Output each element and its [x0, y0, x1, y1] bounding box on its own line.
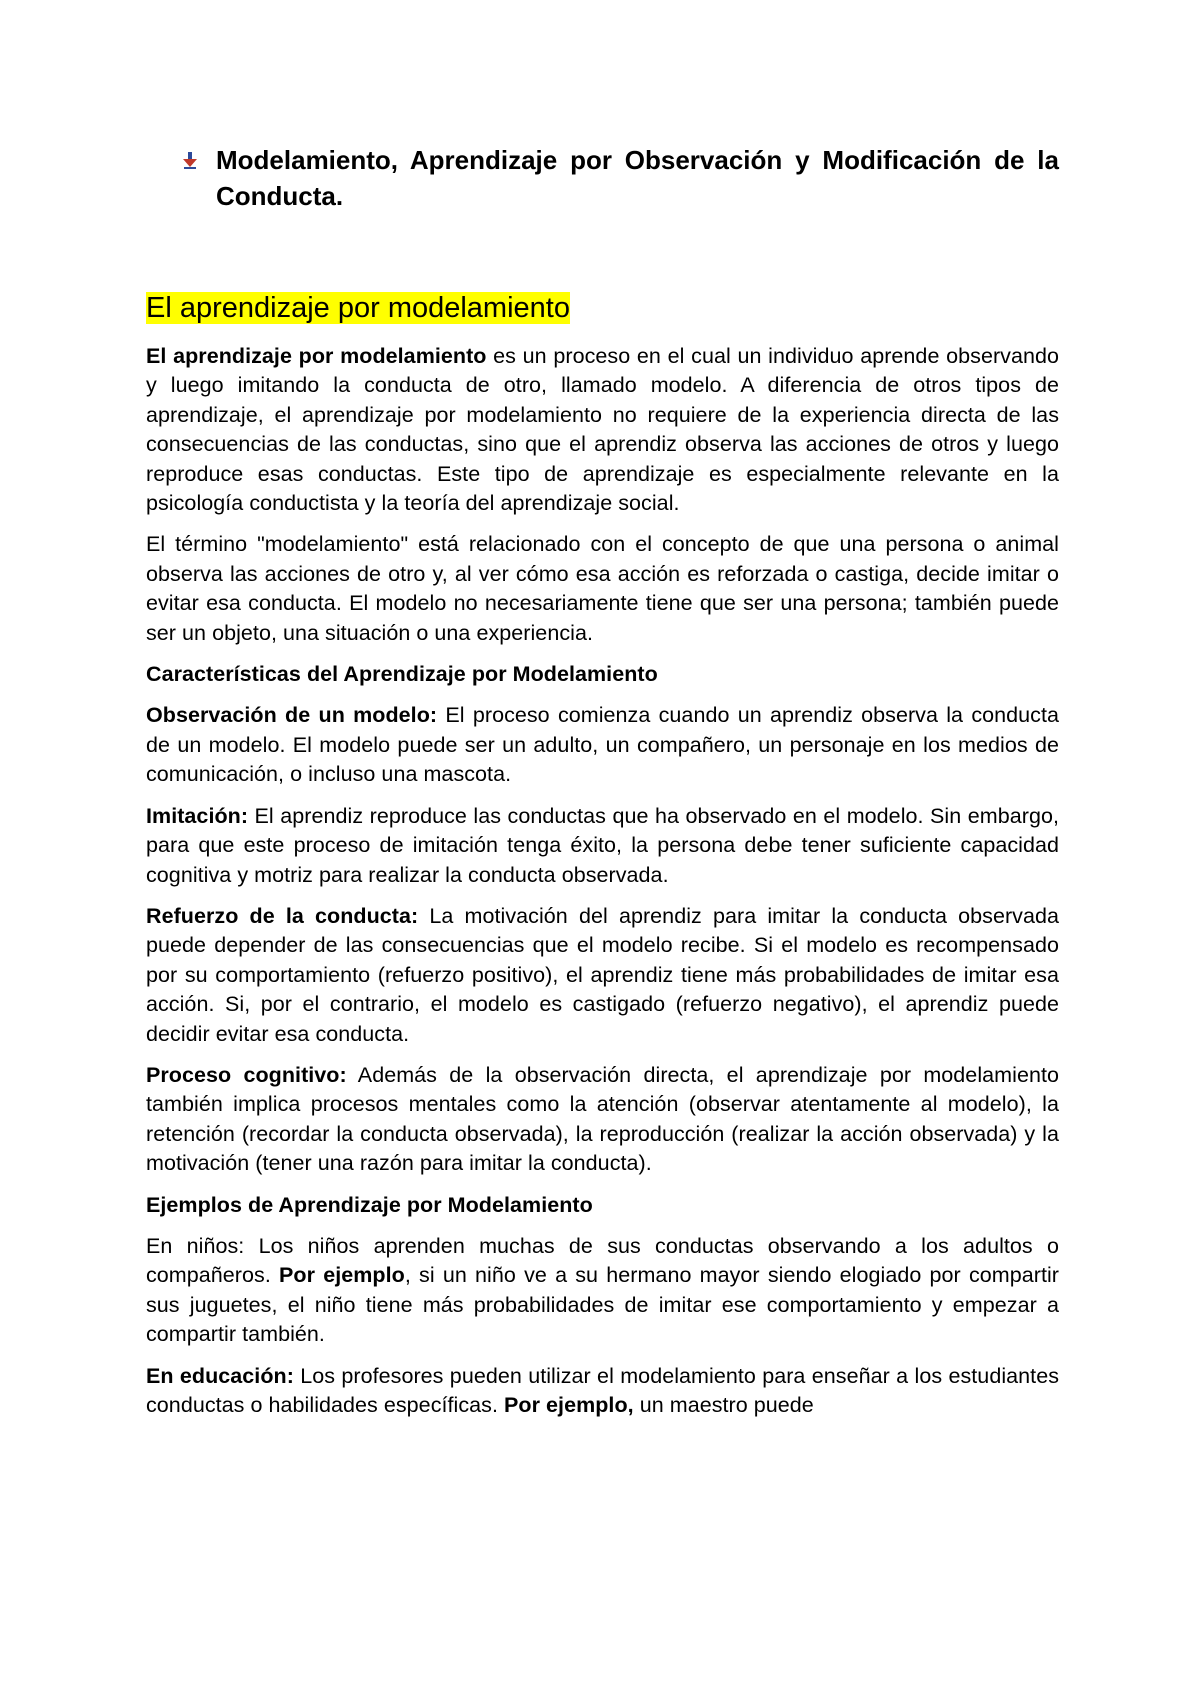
paragraph-observation — [146, 701, 1059, 789]
paragraph-reinforcement — [146, 902, 1059, 1049]
paragraph-education-text1: Los profesores pueden utilizar el modelamiento para enseñar a los estudiantes conductas o habilidades específicas. — [146, 1363, 1059, 1417]
paragraph-reinforcement-text: La motivación del aprendiz para imitar la conducta observada puede depender de las consecuencias que el modelo recibe. Si el modelo es recompensado por su comportamiento (refuerzo positivo), el aprendiz tiene más probabilidades de imitar esa acción. Si, por el contrario, el modelo es castigado (refuerzo negativo), el aprendiz puede decidir evitar esa conducta. — [146, 903, 1059, 1046]
paragraph-education-text2: un maestro puede — [633, 1393, 814, 1417]
paragraph-reinforcement-bold: Refuerzo de la conducta: — [146, 903, 419, 928]
paragraph-intro — [146, 342, 1059, 518]
paragraph-intro-text: es un proceso en el cual un individuo aprende observando y luego imitando la conducta de otro, llamado modelo. A diferencia de otros tipos de aprendizaje, el aprendizaje por modelamiento no requiere de la experiencia directa de las consecuencias de las conductas, sino que el aprendiz observa las acciones de otros y luego reproduce esas conductas. Este tipo de aprendizaje es especialmente relevante en la psicología conductista y la teoría del aprendizaje social. — [146, 344, 1060, 516]
paragraph-term: El término "modelamiento" está relacionado con el concepto de que una persona o animal observa las acciones de otro y, al ver cómo esa acción es reforzada o castiga, decide imitar o evitar esa conducta. El modelo no necesariamente tiene que ser una persona; también puede ser un objeto, una situación o una experiencia. — [146, 532, 1059, 645]
paragraph-imitation-bold: Imitación: — [146, 803, 249, 828]
paragraph-imitation-text: El aprendiz reproduce las conductas que ha observado en el modelo. Sin embargo, para que este proceso de imitación tenga éxito, la persona debe tener suficiente capacidad cognitiva y motriz para realizar la conducta observada. — [146, 803, 1059, 887]
paragraph-intro-bold: El aprendizaje por modelamiento — [146, 344, 487, 368]
subheading-examples: Ejemplos de Aprendizaje por Modelamiento — [146, 1192, 593, 1217]
document-title — [146, 142, 1059, 214]
paragraph-education-bold2: Por ejemplo, — [504, 1393, 634, 1417]
paragraph-education-bold1: En educación: — [146, 1363, 294, 1388]
highlighted-heading-text: El aprendizaje por modelamiento — [146, 292, 570, 324]
document-content — [146, 142, 1059, 1420]
paragraph-observation-bold: Observación de un modelo: — [146, 703, 438, 728]
paragraph-children-text2: , si un niño ve a su hermano mayor siendo elogiado por compartir sus juguetes, el niño tiene más probabilidades de imitar ese comportamiento y empezar a compartir también. — [146, 1263, 1059, 1347]
subheading-characteristics: Características del Aprendizaje por Modelamiento — [146, 662, 658, 687]
title-text: Modelamiento, Aprendizaje por Observación y Modificación de la Conducta. — [216, 145, 1059, 211]
paragraph-cognitive — [146, 1061, 1059, 1179]
arrow-down-bullet-icon — [182, 142, 216, 175]
paragraph-education — [146, 1362, 1059, 1421]
paragraph-imitation — [146, 802, 1059, 890]
paragraph-children-bold: Por ejemplo — [279, 1263, 405, 1288]
paragraph-observation-text: El proceso comienza cuando un aprendiz observa la conducta de un modelo. El modelo puede ser un adulto, un compañero, un personaje en los medios de comunicación, o incluso una mascota. — [146, 703, 1059, 787]
section-heading — [146, 290, 1059, 326]
paragraph-cognitive-text: Además de la observación directa, el aprendizaje por modelamiento también implica procesos mentales como la atención (observar atentamente al modelo), la retención (recordar la conducta observada), la reproducción (realizar la acción observada) y la motivación (tener una razón para imitar la conducta). — [146, 1062, 1059, 1176]
paragraph-children — [146, 1232, 1059, 1350]
paragraph-children-text1: En niños: Los niños aprenden muchas de sus conductas observando a los adultos o compañeros. — [146, 1233, 1059, 1288]
paragraph-cognitive-bold: Proceso cognitivo: — [146, 1062, 347, 1087]
